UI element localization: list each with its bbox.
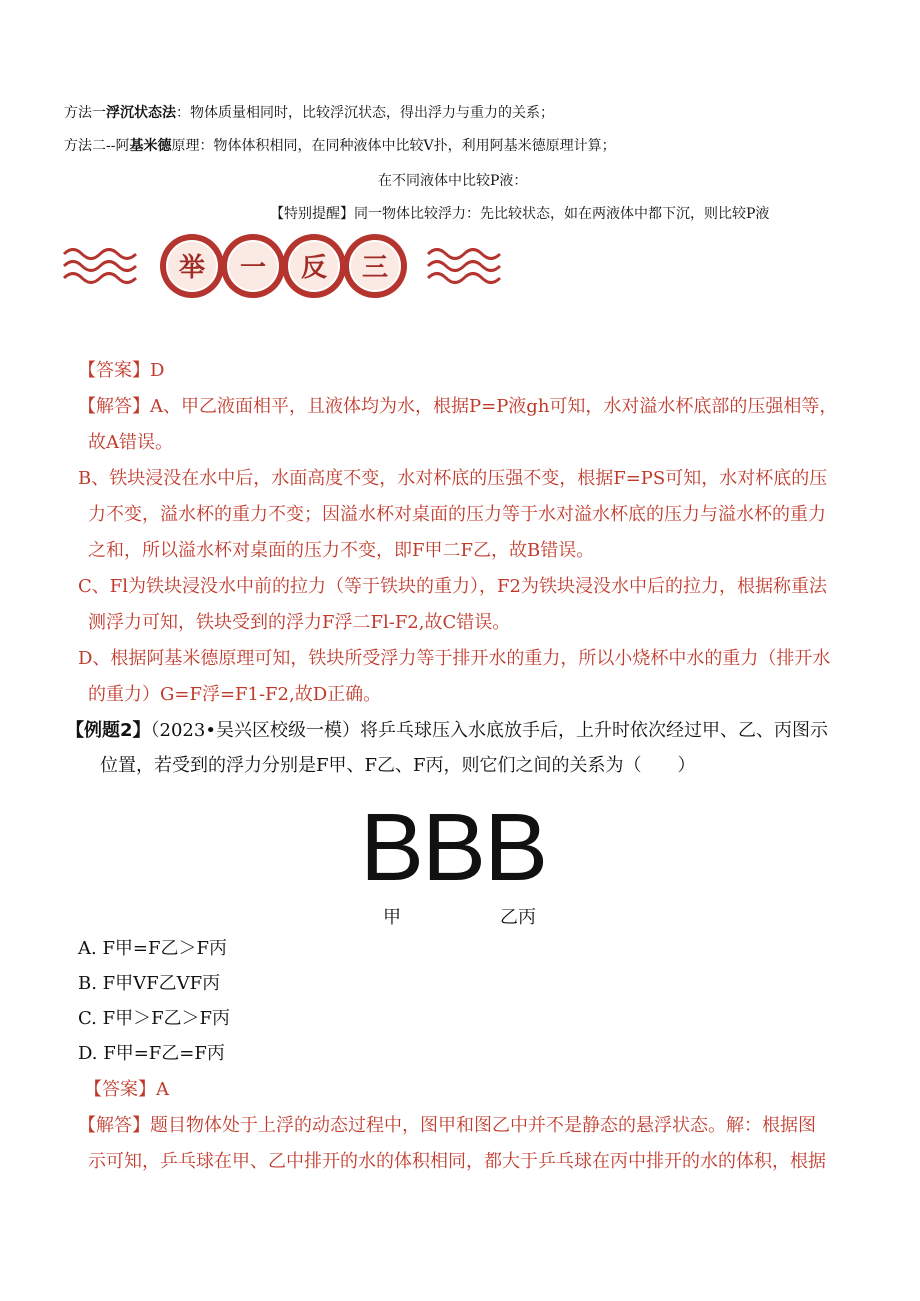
banner-char-3: 反 (300, 253, 328, 283)
section-banner (60, 232, 510, 304)
method-two-prefix: 方法二--阿 (64, 138, 130, 154)
left-wave-icon (64, 250, 136, 283)
ex2-figure-label-1: 甲 (383, 907, 401, 928)
ex2-figure-label-2: 乙丙 (500, 907, 536, 928)
ex1-solution-a1: 【解答】A、甲乙液面相平，且液体均为水，根据P=P液gh可知，水对溢水杯底部的压强相等， (78, 396, 838, 417)
ex2-answer: 【答案】A (84, 1079, 169, 1100)
ex2-solution-1: 【解答】题目物体处于上浮的动态过程中，图甲和图乙中并不是静态的悬浮状态。解：根据图 (78, 1115, 816, 1136)
method-one-line (64, 102, 554, 122)
ex2-figure: BBB (360, 794, 547, 901)
ex1-solution-c1: C、Fl为铁块浸没水中前的拉力（等于铁块的重力），F2为铁块浸没水中后的拉力，根据称重法 (78, 576, 827, 597)
ex1-solution-b2: 力不变，溢水杯的重力不变；因溢水杯对桌面的压力等于水对溢水杯底的压力与溢水杯的重力 (88, 504, 826, 525)
ex2-option-d: D. F甲=F乙=F丙 (78, 1043, 225, 1064)
banner-char-1: 举 (178, 253, 206, 283)
banner-char-4: 三 (361, 253, 389, 283)
ex1-solution-d2: 的重力）G=F浮=F1-F2,故D正确。 (88, 684, 382, 705)
ex1-solution-a2: 故A错误。 (88, 432, 173, 453)
ex2-option-c: C. F甲＞F乙＞F丙 (78, 1008, 231, 1029)
banner-char-2: 一 (239, 253, 267, 283)
special-reminder: 【特别提醒】同一物体比较浮力：先比较状态，如在两液体中都下沉，则比较P液 (270, 206, 770, 222)
method-two-text: 原理：物体体积相同，在同种液体中比较V扑，利用阿基米德原理计算； (171, 138, 616, 154)
ex2-option-b: B. F甲VF乙VF丙 (78, 973, 221, 994)
method-two-line (64, 135, 616, 155)
method-one-bold: 浮沉状态法 (106, 105, 176, 121)
method-two-bold: 基米德 (129, 138, 172, 154)
method-one-text: ：物体质量相同时，比较浮沉状态，得出浮力与重力的关系； (176, 105, 554, 121)
ex2-solution-2: 示可知，乒乓球在甲、乙中排开的水的体积相同，都大于乒乓球在丙中排开的水的体积，根据 (88, 1151, 826, 1172)
ex2-question-line2: 位置，若受到的浮力分别是F甲、F乙、F丙，则它们之间的关系为（ ） (100, 755, 696, 776)
method-two-line2: 在不同液体中比较P液： (378, 173, 528, 189)
banner-graphic (60, 232, 510, 304)
ex2-label: 【例题2】 (66, 720, 151, 741)
method-one-prefix: 方法一 (64, 105, 106, 121)
ex2-question-line1 (66, 716, 828, 742)
ex2-option-a: A. F甲=F乙＞F丙 (78, 938, 227, 959)
ex1-solution-c2: 测浮力可知，铁块受到的浮力F浮二Fl-F2,故C错误。 (88, 612, 511, 633)
ex1-solution-b3: 之和，所以溢水杯对桌面的压力不变，即F甲二F乙，故B错误。 (88, 540, 595, 561)
ex2-q1: （2023•吴兴区校级一模）将乒乓球压入水底放手后，上升时依次经过甲、乙、丙图示 (150, 720, 828, 741)
ex1-answer: 【答案】D (78, 360, 165, 381)
ex1-solution-b1: B、铁块浸没在水中后，水面高度不变，水对杯底的压强不变，根据F=PS可知，水对杯底的压 (78, 468, 828, 489)
right-wave-icon (428, 250, 500, 283)
ex1-solution-d1: D、根据阿基米德原理可知，铁块所受浮力等于排开水的重力，所以小烧杯中水的重力（排开水 (78, 648, 831, 669)
